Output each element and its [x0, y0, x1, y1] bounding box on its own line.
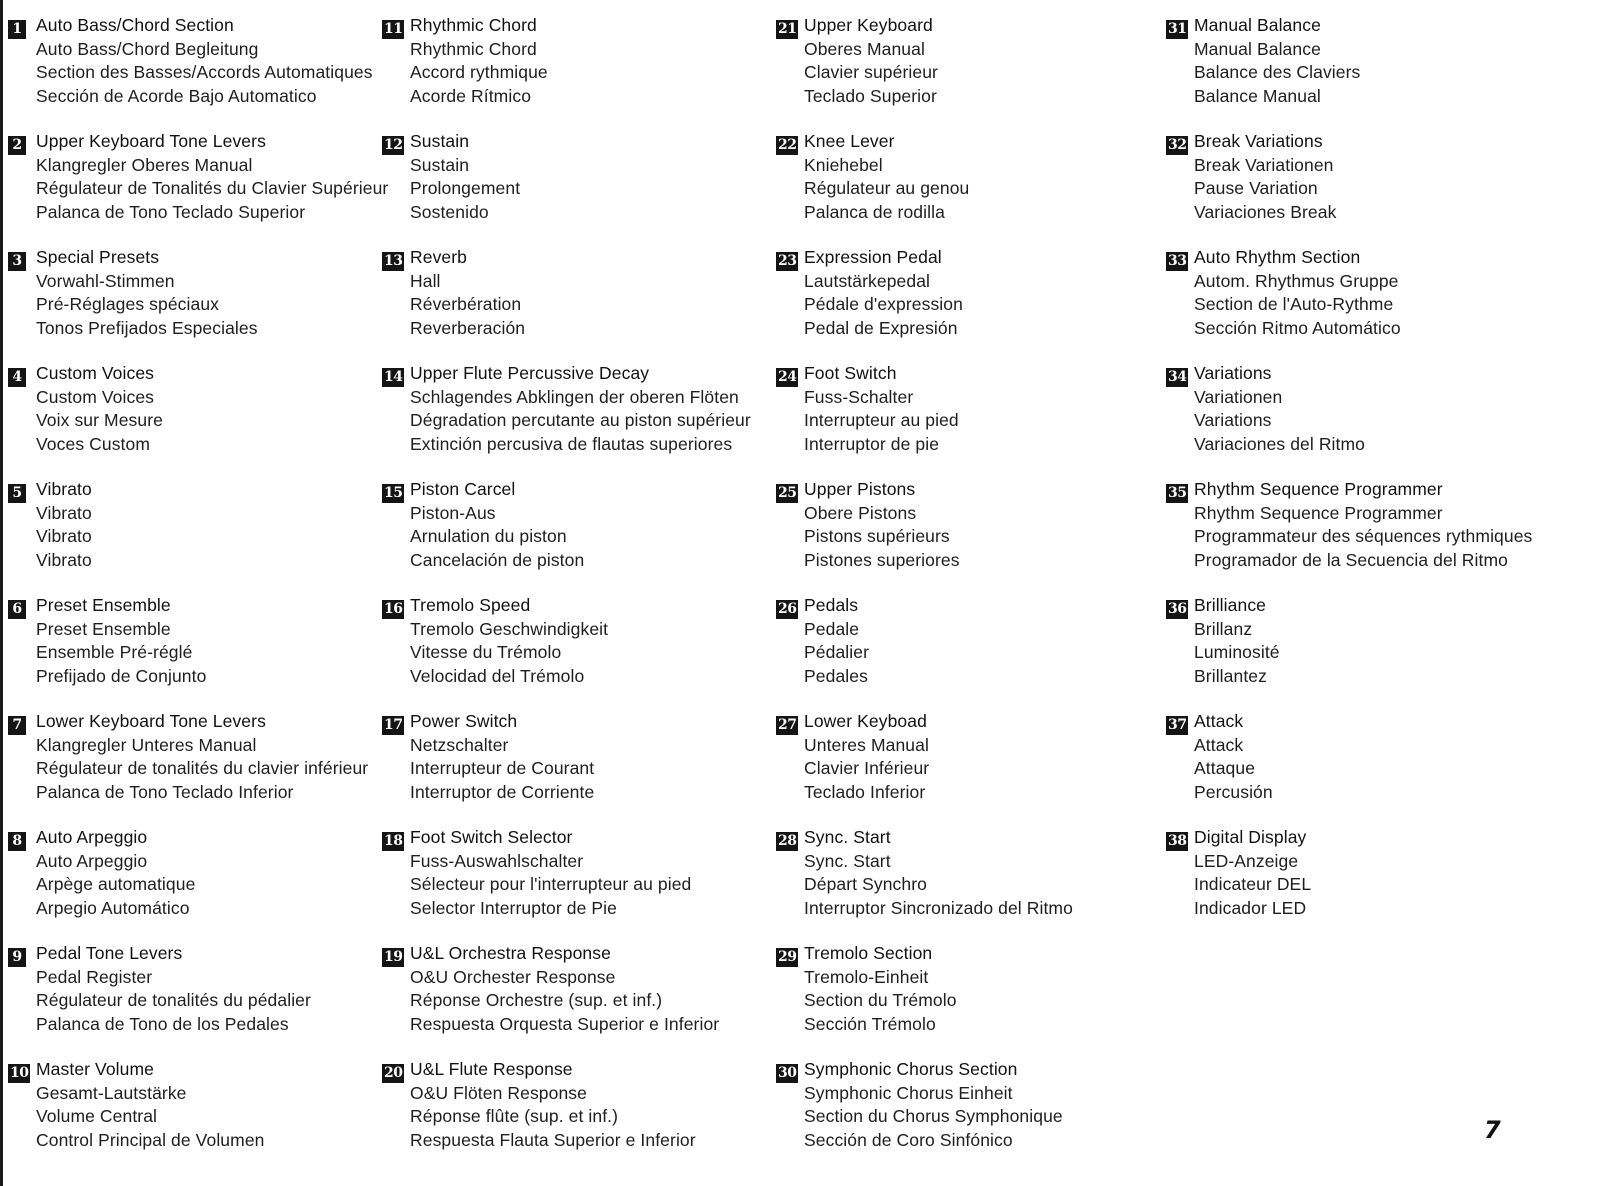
- control-number-badge: 32: [1168, 137, 1187, 153]
- spanish-label: Sostenido: [410, 201, 489, 222]
- spanish-label: Palanca de Tono Teclado Superior: [36, 201, 306, 222]
- column-4: [1166, 14, 1566, 942]
- german-label: Lautstärkepedal: [804, 270, 931, 291]
- french-label: Prolongement: [410, 178, 521, 198]
- english-label: Upper Keyboard Tone Levers: [36, 131, 266, 151]
- english-label: Preset Ensemble: [36, 595, 171, 615]
- english-label: Special Presets: [36, 247, 160, 267]
- french-label: Vibrato: [36, 526, 92, 546]
- control-entry: [8, 942, 378, 1058]
- control-entry: [8, 246, 378, 362]
- spanish-label: Indicador LED: [1194, 897, 1307, 918]
- control-number-badge: 21: [778, 21, 797, 37]
- control-number-badge: 31: [1168, 21, 1187, 37]
- control-number-badge: 8: [8, 832, 26, 851]
- spanish-label: Percusión: [1194, 781, 1273, 802]
- french-label: Réponse Orchestre (sup. et inf.): [410, 990, 663, 1010]
- control-number-badge: 6: [8, 600, 26, 619]
- control-entry: [382, 942, 772, 1058]
- control-number-badge: 35: [1168, 485, 1187, 501]
- english-label: Vibrato: [36, 479, 92, 499]
- spanish-label: Pistones superiores: [804, 549, 960, 570]
- german-label: Auto Arpeggio: [36, 850, 148, 871]
- control-number-badge: 2: [8, 136, 26, 155]
- control-number-badge: 24: [778, 369, 797, 385]
- column-1: [8, 14, 389, 1174]
- english-label: Rhythmic Chord: [410, 15, 537, 35]
- spanish-label: Interruptor Sincronizado del Ritmo: [804, 897, 1073, 918]
- spanish-label: Teclado Superior: [804, 85, 937, 106]
- german-label: Vibrato: [36, 502, 92, 523]
- french-label: Voix sur Mesure: [36, 410, 163, 430]
- control-entry: [8, 710, 378, 826]
- control-number-badge: 3: [8, 252, 26, 271]
- control-number-badge: 13: [384, 253, 403, 269]
- control-entry: [1166, 246, 1566, 362]
- spanish-label: Interruptor de Corriente: [410, 781, 595, 802]
- french-label: Sélecteur pour l'interrupteur au pied: [410, 874, 692, 894]
- english-label: Variations: [1194, 363, 1272, 383]
- english-label: Auto Arpeggio: [36, 827, 148, 847]
- german-label: O&U Flöten Response: [410, 1082, 587, 1103]
- control-number-badge: 10: [10, 1065, 29, 1081]
- control-entry: [382, 710, 772, 826]
- german-label: LED-Anzeige: [1194, 850, 1299, 871]
- spanish-label: Sección Ritmo Automático: [1194, 317, 1401, 338]
- control-entry: [8, 14, 378, 130]
- spanish-label: Balance Manual: [1194, 85, 1321, 106]
- french-label: Attaque: [1194, 758, 1256, 778]
- control-number-badge: 17: [384, 717, 403, 733]
- control-entry: [776, 14, 1156, 130]
- control-entry: [776, 130, 1156, 246]
- control-entry: [382, 246, 772, 362]
- english-label: Master Volume: [36, 1059, 155, 1079]
- spanish-label: Vibrato: [36, 549, 92, 570]
- control-number-badge: 1: [8, 20, 26, 39]
- german-label: Klangregler Oberes Manual: [36, 154, 253, 175]
- control-entry: [776, 594, 1156, 710]
- spanish-label: Control Principal de Volumen: [36, 1129, 265, 1150]
- spanish-label: Variaciones Break: [1194, 201, 1337, 222]
- spanish-label: Acorde Rítmico: [410, 85, 532, 106]
- english-label: Auto Bass/Chord Section: [36, 15, 234, 35]
- german-label: Oberes Manual: [804, 38, 925, 59]
- control-entry: [382, 130, 772, 246]
- english-label: Piston Carcel: [410, 479, 516, 499]
- page-number: 7: [1484, 1116, 1501, 1144]
- german-label: Sync. Start: [804, 850, 891, 871]
- control-entry: [1166, 362, 1566, 478]
- german-label: Pedale: [804, 618, 860, 639]
- spanish-label: Extinción percusiva de flautas superiores: [410, 433, 733, 454]
- french-label: Section du Trémolo: [804, 990, 957, 1010]
- french-label: Pause Variation: [1194, 178, 1318, 198]
- french-label: Réponse flûte (sup. et inf.): [410, 1106, 619, 1126]
- french-label: Vitesse du Trémolo: [410, 642, 562, 662]
- control-number-badge: 28: [778, 833, 797, 849]
- english-label: Attack: [1194, 711, 1244, 731]
- control-entry: [382, 14, 772, 130]
- french-label: Régulateur de Tonalités du Clavier Supérieur: [36, 178, 389, 198]
- spanish-label: Interruptor de pie: [804, 433, 940, 454]
- english-label: U&L Flute Response: [410, 1059, 573, 1079]
- german-label: Attack: [1194, 734, 1244, 755]
- german-label: Tremolo-Einheit: [804, 966, 929, 987]
- english-label: Upper Flute Percussive Decay: [410, 363, 650, 383]
- control-entry: [776, 478, 1156, 594]
- control-number-badge: 18: [384, 833, 403, 849]
- control-number-badge: 16: [384, 601, 403, 617]
- control-entry: [8, 130, 389, 246]
- german-label: Netzschalter: [410, 734, 509, 755]
- english-label: Lower Keyboard Tone Levers: [36, 711, 266, 731]
- english-label: Tremolo Section: [804, 943, 933, 963]
- german-label: Sustain: [410, 154, 470, 175]
- spanish-label: Prefijado de Conjunto: [36, 665, 207, 686]
- german-label: Klangregler Unteres Manual: [36, 734, 257, 755]
- german-label: Autom. Rhythmus Gruppe: [1194, 270, 1399, 291]
- spanish-label: Variaciones del Ritmo: [1194, 433, 1366, 454]
- control-number-badge: 29: [778, 949, 797, 965]
- spanish-label: Sección de Acorde Bajo Automatico: [36, 85, 317, 106]
- control-entry: [776, 246, 1156, 362]
- english-label: Digital Display: [1194, 827, 1307, 847]
- english-label: Sync. Start: [804, 827, 891, 847]
- spanish-label: Teclado Inferior: [804, 781, 926, 802]
- german-label: Vorwahl-Stimmen: [36, 270, 175, 291]
- control-entry: [8, 362, 378, 478]
- control-number-badge: 7: [8, 716, 26, 735]
- english-label: Foot Switch: [804, 363, 897, 383]
- control-number-badge: 5: [8, 484, 26, 503]
- french-label: Pédale d'expression: [804, 294, 963, 314]
- control-number-badge: 15: [384, 485, 403, 501]
- spanish-label: Pedales: [804, 665, 868, 686]
- french-label: Volume Central: [36, 1106, 158, 1126]
- german-label: Kniehebel: [804, 154, 883, 175]
- spanish-label: Palanca de Tono de los Pedales: [36, 1013, 289, 1034]
- german-label: Manual Balance: [1194, 38, 1321, 59]
- english-label: Pedal Tone Levers: [36, 943, 183, 963]
- english-label: Tremolo Speed: [410, 595, 531, 615]
- french-label: Luminosité: [1194, 642, 1280, 662]
- english-label: Knee Lever: [804, 131, 895, 151]
- control-entry: [382, 826, 772, 942]
- control-entry: [776, 942, 1156, 1058]
- french-label: Variations: [1194, 410, 1272, 430]
- french-label: Régulateur de tonalités du pédalier: [36, 990, 311, 1010]
- english-label: Symphonic Chorus Section: [804, 1059, 1018, 1079]
- french-label: Dégradation percutante au piston supérieur: [410, 410, 751, 430]
- spanish-label: Velocidad del Trémolo: [410, 665, 585, 686]
- spanish-label: Respuesta Orquesta Superior e Inferior: [410, 1013, 720, 1034]
- german-label: Schlagendes Abklingen der oberen Flöten: [410, 386, 739, 407]
- english-label: Rhythm Sequence Programmer: [1194, 479, 1443, 499]
- control-number-badge: 23: [778, 253, 797, 269]
- control-number-badge: 4: [8, 368, 26, 387]
- english-label: Foot Switch Selector: [410, 827, 573, 847]
- french-label: Indicateur DEL: [1194, 874, 1312, 894]
- control-entry: [382, 362, 772, 478]
- german-label: Fuss-Auswahlschalter: [410, 850, 584, 871]
- german-label: Brillanz: [1194, 618, 1253, 639]
- control-number-badge: 25: [778, 485, 797, 501]
- english-label: Manual Balance: [1194, 15, 1321, 35]
- control-number-badge: 19: [384, 949, 403, 965]
- spanish-label: Reverberación: [410, 317, 526, 338]
- binding-edge: [0, 0, 3, 1186]
- control-number-badge: 27: [778, 717, 797, 733]
- french-label: Arnulation du piston: [410, 526, 567, 546]
- french-label: Départ Synchro: [804, 874, 927, 894]
- german-label: O&U Orchester Response: [410, 966, 616, 987]
- control-number-badge: 14: [384, 369, 403, 385]
- german-label: Preset Ensemble: [36, 618, 171, 639]
- french-label: Réverbération: [410, 294, 522, 314]
- german-label: Gesamt-Lautstärke: [36, 1082, 187, 1103]
- control-number-badge: 11: [384, 21, 403, 37]
- control-entry: [1166, 594, 1566, 710]
- control-number-badge: 12: [384, 137, 403, 153]
- spanish-label: Respuesta Flauta Superior e Inferior: [410, 1129, 696, 1150]
- control-entry: [382, 1058, 772, 1174]
- french-label: Pistons supérieurs: [804, 526, 950, 546]
- spanish-label: Sección de Coro Sinfónico: [804, 1129, 1013, 1150]
- german-label: Piston-Aus: [410, 502, 496, 523]
- control-entry: [1166, 478, 1566, 594]
- french-label: Régulateur au genou: [804, 178, 970, 198]
- english-label: Sustain: [410, 131, 470, 151]
- control-number-badge: 34: [1168, 369, 1187, 385]
- french-label: Section du Chorus Symphonique: [804, 1106, 1063, 1126]
- german-label: Auto Bass/Chord Begleitung: [36, 38, 259, 59]
- french-label: Pré-Réglages spéciaux: [36, 294, 220, 314]
- control-entry: [382, 594, 772, 710]
- control-number-badge: 33: [1168, 253, 1187, 269]
- french-label: Interrupteur de Courant: [410, 758, 595, 778]
- control-number-badge: 9: [8, 948, 26, 967]
- spanish-label: Pedal de Expresión: [804, 317, 958, 338]
- french-label: Clavier supérieur: [804, 62, 938, 82]
- french-label: Arpège automatique: [36, 874, 196, 894]
- german-label: Obere Pistons: [804, 502, 917, 523]
- german-label: Symphonic Chorus Einheit: [804, 1082, 1013, 1103]
- control-number-badge: 36: [1168, 601, 1187, 617]
- french-label: Balance des Claviers: [1194, 62, 1361, 82]
- german-label: Rhythmic Chord: [410, 38, 537, 59]
- german-label: Tremolo Geschwindigkeit: [410, 618, 609, 639]
- english-label: Auto Rhythm Section: [1194, 247, 1361, 267]
- english-label: Expression Pedal: [804, 247, 942, 267]
- spanish-label: Selector Interruptor de Pie: [410, 897, 617, 918]
- french-label: Section de l'Auto-Rythme: [1194, 294, 1394, 314]
- english-label: Lower Keyboad: [804, 711, 927, 731]
- spanish-label: Palanca de Tono Teclado Inferior: [36, 781, 294, 802]
- spanish-label: Voces Custom: [36, 433, 151, 454]
- french-label: Programmateur des séquences rythmiques: [1194, 526, 1533, 546]
- control-entry: [8, 1058, 378, 1174]
- english-label: Break Variations: [1194, 131, 1323, 151]
- french-label: Ensemble Pré-réglé: [36, 642, 193, 662]
- control-entry: [1166, 826, 1566, 942]
- control-entry: [8, 478, 378, 594]
- control-entry: [1166, 14, 1566, 130]
- control-entry: [776, 362, 1156, 478]
- french-label: Pédalier: [804, 642, 870, 662]
- spanish-label: Tonos Prefijados Especiales: [36, 317, 258, 338]
- german-label: Variationen: [1194, 386, 1283, 407]
- english-label: Power Switch: [410, 711, 518, 731]
- german-label: Break Variationen: [1194, 154, 1334, 175]
- english-label: Brilliance: [1194, 595, 1266, 615]
- spanish-label: Sección Trémolo: [804, 1013, 936, 1034]
- german-label: Fuss-Schalter: [804, 386, 914, 407]
- control-entry: [8, 594, 378, 710]
- english-label: Reverb: [410, 247, 468, 267]
- english-label: Pedals: [804, 595, 859, 615]
- control-entry: [8, 826, 378, 942]
- control-number-badge: 38: [1168, 833, 1187, 849]
- french-label: Régulateur de tonalités du clavier inférieur: [36, 758, 369, 778]
- german-label: Rhythm Sequence Programmer: [1194, 502, 1443, 523]
- english-label: Upper Keyboard: [804, 15, 933, 35]
- spanish-label: Palanca de rodilla: [804, 201, 945, 222]
- french-label: Clavier Inférieur: [804, 758, 930, 778]
- spanish-label: Programador de la Secuencia del Ritmo: [1194, 549, 1508, 570]
- german-label: Unteres Manual: [804, 734, 929, 755]
- french-label: Accord rythmique: [410, 62, 548, 82]
- spanish-label: Cancelación de piston: [410, 549, 585, 570]
- french-label: Section des Basses/Accords Automatiques: [36, 62, 373, 82]
- spanish-label: Arpegio Automático: [36, 897, 190, 918]
- control-entry: [1166, 130, 1566, 246]
- english-label: Upper Pistons: [804, 479, 916, 499]
- english-label: Custom Voices: [36, 363, 155, 383]
- german-label: Custom Voices: [36, 386, 155, 407]
- control-entry: [382, 478, 772, 594]
- english-label: U&L Orchestra Response: [410, 943, 611, 963]
- control-entry: [776, 826, 1156, 942]
- control-number-badge: 22: [778, 137, 797, 153]
- control-entry: [776, 710, 1156, 826]
- control-entry: [776, 1058, 1156, 1174]
- control-number-badge: 30: [778, 1065, 797, 1081]
- column-3: [776, 14, 1156, 1174]
- german-label: Pedal Register: [36, 966, 153, 987]
- spanish-label: Brillantez: [1194, 665, 1267, 686]
- control-number-badge: 37: [1168, 717, 1187, 733]
- control-entry: [1166, 710, 1566, 826]
- control-number-badge: 26: [778, 601, 797, 617]
- column-2: [382, 14, 772, 1174]
- german-label: Hall: [410, 270, 441, 291]
- french-label: Interrupteur au pied: [804, 410, 959, 430]
- control-number-badge: 20: [384, 1065, 403, 1081]
